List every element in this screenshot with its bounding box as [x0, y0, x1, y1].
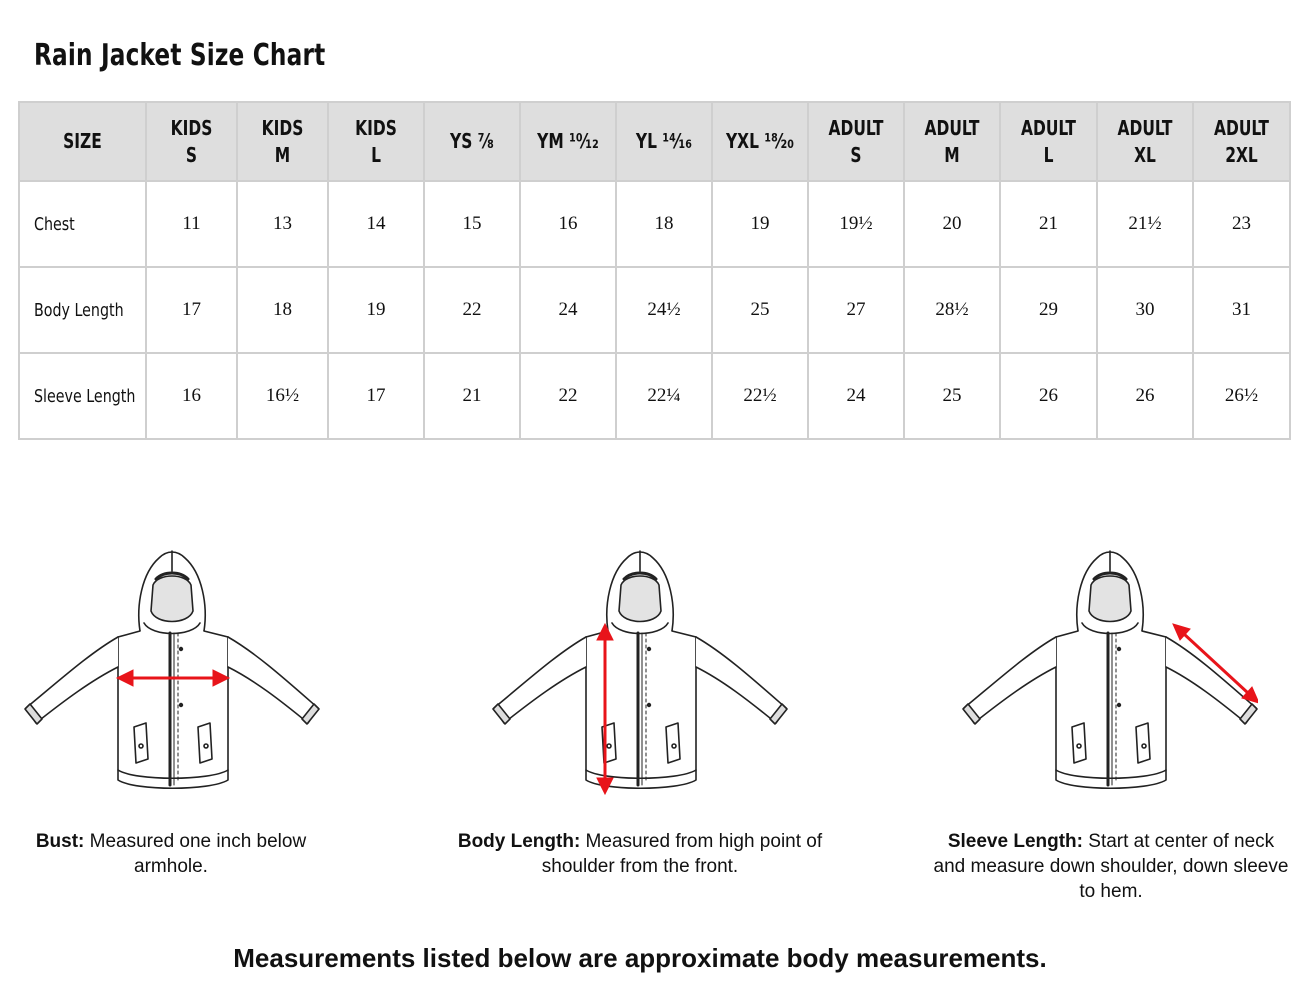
table-cell: 17 — [328, 353, 424, 439]
table-cell: 25 — [904, 353, 1000, 439]
header-cell: KIDS S — [146, 102, 237, 181]
table-cell: 21 — [424, 353, 520, 439]
table-cell: 14 — [328, 181, 424, 267]
header-row — [19, 102, 1290, 181]
table-cell: 27 — [808, 267, 904, 353]
table-cell: 13 — [237, 181, 328, 267]
caption-bust-text: Measured one inch below armhole. — [84, 831, 307, 877]
table-cell: 29 — [1000, 267, 1097, 353]
table-cell: 16 — [520, 181, 616, 267]
caption-body-length — [446, 829, 834, 879]
table-cell: 22 — [520, 353, 616, 439]
header-cell: ADULT S — [808, 102, 904, 181]
header-cell: YM ¹⁰⁄₁₂ — [520, 102, 616, 181]
table-cell: 24 — [808, 353, 904, 439]
table-cell: 31 — [1193, 267, 1290, 353]
header-cell: ADULT XL — [1097, 102, 1193, 181]
table-row-body-length — [19, 267, 1290, 353]
header-cell: ADULT L — [1000, 102, 1097, 181]
caption-sleeve-length-text: Start at center of neck and measure down shoulder, down sleeve to hem. — [933, 831, 1289, 902]
footnote: Measurements listed below are approximate body measurements. — [233, 943, 1047, 973]
row-label: Body Length — [19, 267, 146, 353]
table-cell: 26 — [1000, 353, 1097, 439]
table-cell: 15 — [424, 181, 520, 267]
table-cell: 17 — [146, 267, 237, 353]
header-cell-size: SIZE — [19, 102, 146, 181]
caption-sleeve-length — [930, 829, 1292, 904]
header-cell: YL ¹⁴⁄₁₆ — [616, 102, 712, 181]
table-cell: 19 — [712, 181, 808, 267]
table-cell: 20 — [904, 181, 1000, 267]
caption-body-length-text: Measured from high point of shoulder from the front. — [541, 831, 823, 877]
table-cell: 19 — [328, 267, 424, 353]
jacket-body-length-icon — [488, 545, 788, 805]
caption-body-length-title: Body Length: — [457, 831, 581, 852]
table-cell: 21½ — [1097, 181, 1193, 267]
jacket-diagram-sleeve-length — [958, 545, 1258, 805]
table-cell: 22 — [424, 267, 520, 353]
table-cell: 22¼ — [616, 353, 712, 439]
table-cell: 25 — [712, 267, 808, 353]
table-cell: 21 — [1000, 181, 1097, 267]
jacket-diagram-bust — [20, 545, 320, 805]
table-cell: 18 — [237, 267, 328, 353]
table-cell: 16 — [146, 353, 237, 439]
table-cell: 24 — [520, 267, 616, 353]
jacket-bust-icon — [20, 545, 320, 805]
header-cell: ADULT 2XL — [1193, 102, 1290, 181]
header-cell: KIDS M — [237, 102, 328, 181]
table-cell: 19½ — [808, 181, 904, 267]
caption-sleeve-length-title: Sleeve Length: — [947, 831, 1083, 852]
table-row-sleeve-length — [19, 353, 1290, 439]
header-cell: ADULT M — [904, 102, 1000, 181]
size-table — [18, 101, 1291, 440]
row-label: Chest — [19, 181, 146, 267]
table-cell: 24½ — [616, 267, 712, 353]
table-row-chest — [19, 181, 1290, 267]
header-cell: KIDS L — [328, 102, 424, 181]
jacket-diagram-body-length — [488, 545, 788, 805]
table-cell: 16½ — [237, 353, 328, 439]
table-cell: 30 — [1097, 267, 1193, 353]
page-title: Rain Jacket Size Chart — [34, 38, 326, 73]
table-cell: 26 — [1097, 353, 1193, 439]
table-cell: 23 — [1193, 181, 1290, 267]
table-cell: 28½ — [904, 267, 1000, 353]
table-cell: 18 — [616, 181, 712, 267]
row-label: Sleeve Length — [19, 353, 146, 439]
caption-bust — [20, 829, 322, 879]
table-cell: 26½ — [1193, 353, 1290, 439]
header-cell: YS ⁷⁄₈ — [424, 102, 520, 181]
jacket-sleeve-length-icon — [958, 545, 1258, 805]
table-cell: 11 — [146, 181, 237, 267]
header-cell: YXL ¹⁸⁄₂₀ — [712, 102, 808, 181]
table-cell: 22½ — [712, 353, 808, 439]
caption-bust-title: Bust: — [35, 831, 85, 852]
